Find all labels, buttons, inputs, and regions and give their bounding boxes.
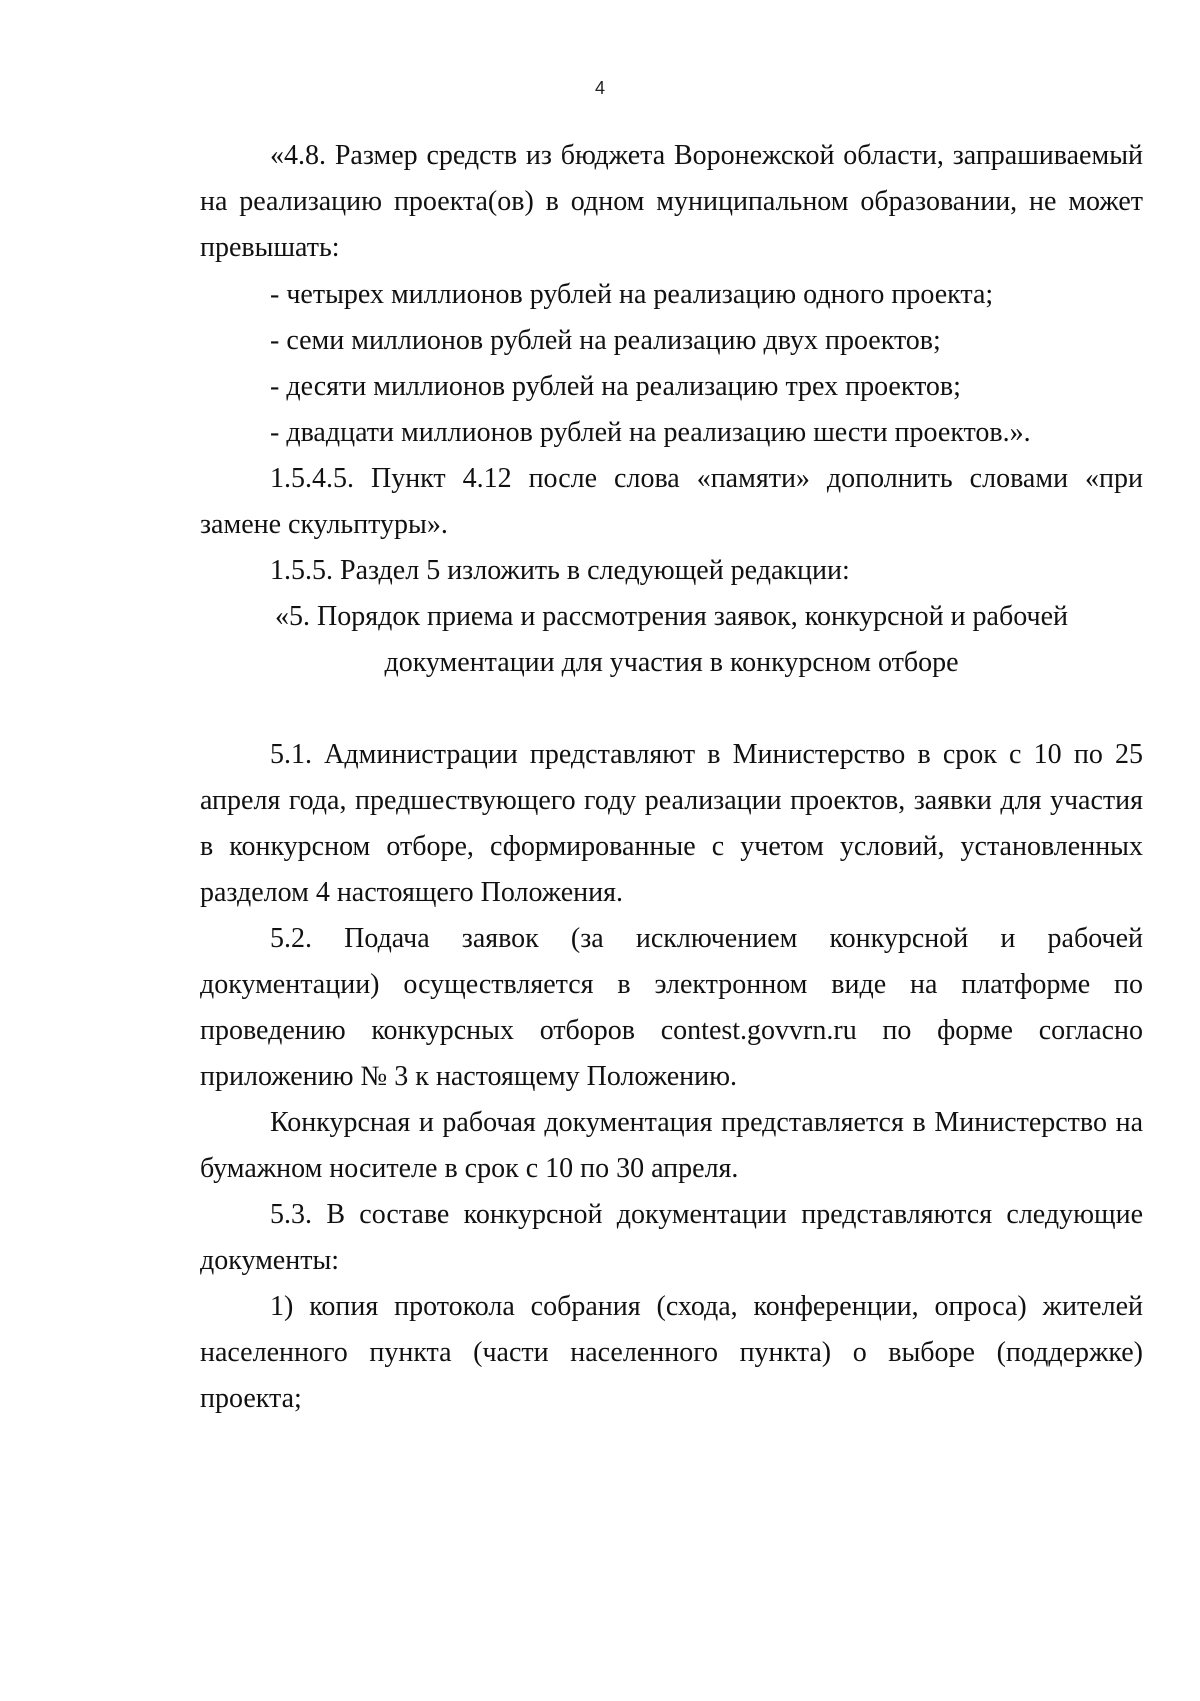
- text-line: в конкурсном отборе, сформированные с учетом условий, установленных: [200, 831, 1143, 862]
- text-line: 1.5.5. Раздел 5 изложить в следующей редакции:: [270, 555, 850, 586]
- text-line: документы:: [200, 1245, 340, 1276]
- text-line: замене скульптуры».: [200, 509, 448, 540]
- text-line: проведению конкурсных отборов contest.govvrn.ru по форме согласно: [200, 1015, 1143, 1046]
- list-item: - двадцати миллионов рублей на реализацию шести проектов.».: [270, 417, 1031, 448]
- list-item: - четырех миллионов рублей на реализацию одного проекта;: [270, 279, 994, 310]
- text-line: «4.8. Размер средств из бюджета Воронежской области, запрашиваемый: [270, 140, 1143, 171]
- text-line: на реализацию проекта(ов) в одном муниципальном образовании, не может: [200, 186, 1143, 217]
- page-number: 4: [594, 78, 605, 98]
- text-line: Конкурсная и рабочая документация представляется в Министерство на: [270, 1107, 1143, 1138]
- text-line: 5.2. Подача заявок (за исключением конкурсной и рабочей: [270, 923, 1143, 954]
- text-line: бумажном носителе в срок с 10 по 30 апреля.: [200, 1153, 739, 1184]
- text-line: 5.3. В составе конкурсной документации представляются следующие: [270, 1199, 1143, 1230]
- list-item: - десяти миллионов рублей на реализацию трех проектов;: [270, 371, 961, 402]
- section-heading: «5. Порядок приема и рассмотрения заявок, конкурсной и рабочей: [275, 601, 1068, 632]
- text-line: 1) копия протокола собрания (схода, конференции, опроса) жителей: [270, 1291, 1143, 1322]
- text-line: приложению № 3 к настоящему Положению.: [200, 1061, 738, 1092]
- text-line: апреля года, предшествующего году реализации проектов, заявки для участия: [200, 785, 1143, 816]
- text-line: 5.1. Администрации представляют в Министерство в срок с 10 по 25: [270, 739, 1143, 770]
- text-line: разделом 4 настоящего Положения.: [200, 877, 624, 908]
- text-line: проекта;: [200, 1383, 302, 1414]
- text-line: населенного пункта (части населенного пункта) о выборе (поддержке): [200, 1337, 1143, 1368]
- section-heading: документации для участия в конкурсном отборе: [384, 647, 959, 678]
- list-item: - семи миллионов рублей на реализацию двух проектов;: [270, 325, 941, 356]
- text-line: превышать:: [200, 232, 340, 263]
- text-line: документации) осуществляется в электронном виде на платформе по: [200, 969, 1143, 1000]
- text-line: 1.5.4.5. Пункт 4.12 после слова «памяти» дополнить словами «при: [270, 463, 1143, 494]
